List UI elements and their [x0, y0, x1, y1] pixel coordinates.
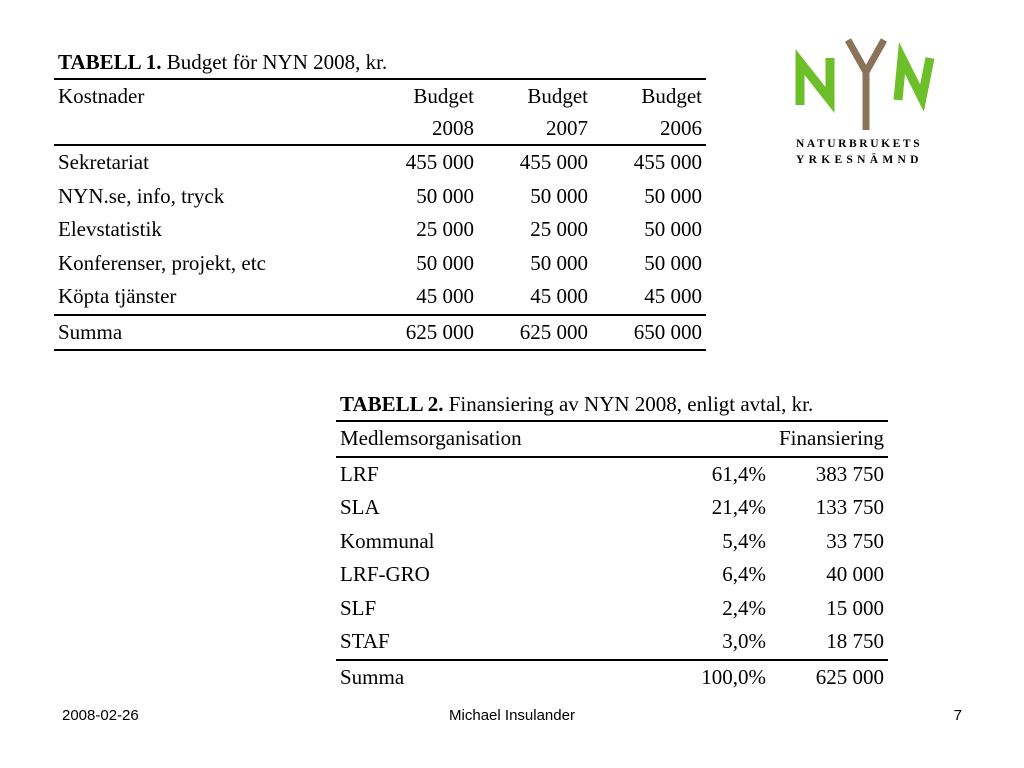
table-row [54, 280, 706, 315]
caption-text: Budget för NYN 2008, kr. [161, 50, 388, 74]
column-header-finansiering: Finansiering [666, 421, 888, 457]
cell-amount: 40 000 [826, 562, 884, 586]
cell-value: 45 000 [530, 284, 588, 308]
table-row [336, 525, 888, 559]
row-label: Elevstatistik [58, 217, 162, 241]
row-label: Konferenser, projekt, etc [58, 250, 266, 275]
cell-value: 50 000 [644, 183, 702, 208]
logo-letter-y [848, 40, 884, 130]
column-header-budget-2008: Budget [364, 79, 478, 112]
cell-amount: 18 750 [826, 629, 884, 653]
table-row [336, 592, 888, 626]
cell-value: 50 000 [530, 183, 588, 208]
caption-label: TABELL 2. [340, 392, 444, 416]
footer-page-number: 7 [953, 707, 962, 724]
row-label: STAF [340, 629, 390, 653]
logo-text-yrkesnamnd: YRKESNÄMND [796, 154, 923, 166]
total-amount: 625 000 [770, 660, 888, 695]
row-label: LRF [340, 461, 379, 486]
column-header-kostnader: Kostnader [54, 79, 364, 112]
table-total-row [336, 660, 888, 695]
row-label: SLF [340, 595, 377, 620]
cell-value: 455 000 [405, 150, 474, 174]
total-percent: 100,0% [666, 660, 770, 695]
column-header-year: 2007 [478, 112, 592, 145]
table-row [54, 247, 706, 281]
row-label: NYN.se, info, tryck [58, 183, 225, 208]
financing-table-grid [336, 420, 888, 694]
nyn-logo-mark [790, 30, 940, 135]
cell-percent: 2,4% [722, 595, 766, 620]
cell-percent: 21,4% [711, 495, 766, 519]
table-total-row [54, 315, 706, 351]
cell-value: 25 000 [530, 217, 588, 241]
cell-value: 50 000 [644, 217, 702, 241]
total-value: 625 000 [364, 315, 478, 351]
cell-value: 455 000 [519, 150, 588, 174]
cell-percent: 5,4% [722, 528, 766, 553]
table-header-row [54, 79, 706, 112]
table-row [54, 180, 706, 214]
table-row [336, 558, 888, 592]
footer-author: Michael Insulander [449, 707, 575, 724]
total-value: 650 000 [592, 315, 706, 351]
table-row [336, 457, 888, 492]
cell-percent: 6,4% [722, 562, 766, 586]
cell-value: 50 000 [644, 250, 702, 275]
column-header-year: 2006 [592, 112, 706, 145]
nyn-logo [790, 30, 940, 180]
budget-table [54, 47, 706, 351]
cell-amount: 33 750 [826, 528, 884, 553]
row-label: Köpta tjänster [58, 284, 177, 308]
row-label: LRF-GRO [340, 562, 430, 586]
budget-table-caption [54, 47, 706, 78]
logo-letter-n-right [898, 58, 930, 100]
cell-amount: 133 750 [815, 495, 884, 519]
cell-amount: 15 000 [826, 595, 884, 620]
financing-table-caption [336, 389, 888, 420]
column-header-budget-2007: Budget [478, 79, 592, 112]
footer-date: 2008-02-26 [62, 707, 139, 724]
cell-amount: 383 750 [815, 461, 884, 486]
total-label: Summa [54, 315, 364, 351]
table-row [336, 491, 888, 525]
budget-table-grid [54, 78, 706, 351]
row-label: Sekretariat [58, 150, 149, 174]
total-value: 625 000 [478, 315, 592, 351]
cell-value: 50 000 [416, 250, 474, 275]
caption-text: Finansiering av NYN 2008, enligt avtal, kr. [443, 392, 814, 416]
table-header-row [336, 421, 888, 457]
column-header-budget-2006: Budget [592, 79, 706, 112]
table-row [336, 625, 888, 660]
column-header-medlemsorganisation: Medlemsorganisation [336, 421, 666, 457]
caption-label: TABELL 1. [58, 50, 162, 74]
total-label: Summa [336, 660, 666, 695]
row-label: Kommunal [340, 528, 435, 553]
cell-value: 50 000 [530, 250, 588, 275]
table-header-row [54, 112, 706, 145]
cell-value: 50 000 [416, 183, 474, 208]
cell-value: 45 000 [416, 284, 474, 308]
cell-value: 25 000 [416, 217, 474, 241]
cell-value: 455 000 [633, 150, 702, 174]
financing-table [336, 389, 888, 694]
table-row [54, 145, 706, 180]
row-label: SLA [340, 495, 380, 519]
logo-letter-n-left [800, 58, 830, 105]
cell-value: 45 000 [644, 284, 702, 308]
table-row [54, 213, 706, 247]
cell-percent: 61,4% [711, 461, 766, 486]
column-header-year: 2008 [364, 112, 478, 145]
logo-text-naturbrukets: NATURBRUKETS [796, 138, 923, 150]
cell-percent: 3,0% [722, 629, 766, 653]
column-header-empty [54, 112, 364, 145]
